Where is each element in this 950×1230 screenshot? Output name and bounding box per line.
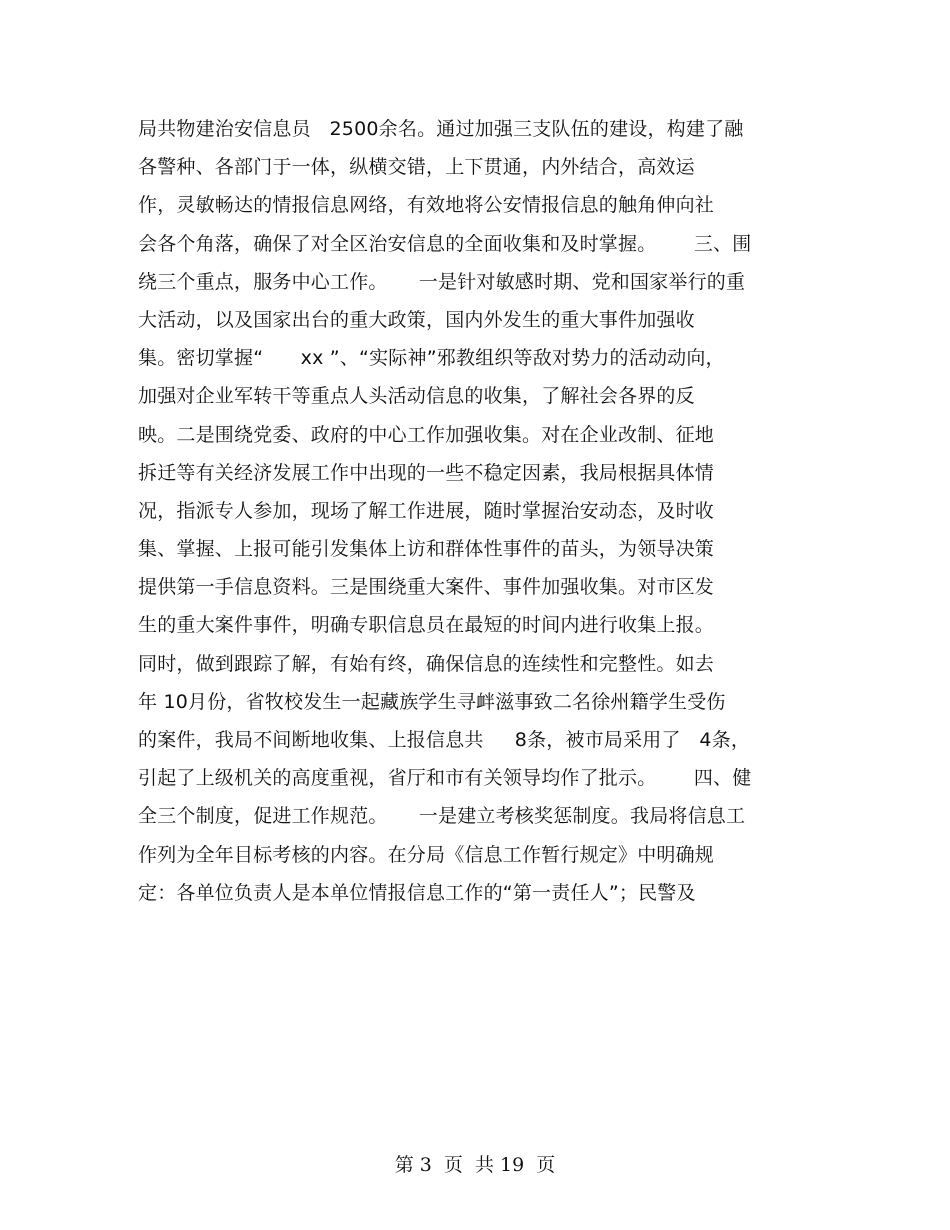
text-line: 各警种、各部门于一体，纵横交错，上下贯通，内外结合，高效运	[138, 156, 695, 179]
text-line: 加强对企业军转干等重点人头活动信息的收集，了解社会各界的反	[138, 385, 695, 408]
text-line: 全三个制度，促进工作规范。 一是建立考核奖惩制度。我局将信息工	[138, 805, 746, 828]
text-line: 局共物建治安信息员 2500余名。通过加强三支队伍的建设，构建了融	[138, 118, 744, 140]
text-line: 况，指派专人参加，现场了解工作进展，随时掌握治安动态，及时收	[138, 499, 715, 522]
text-line: 拆迁等有关经济发展工作中出现的一些不稳定因素，我局根据具体情	[138, 461, 715, 484]
body-text	[138, 114, 818, 916]
text-line: 生的重大案件事件，明确专职信息员在最短的时间内进行收集上报。	[138, 614, 715, 637]
text-line: 绕三个重点，服务中心工作。 一是针对敏感时期、党和国家举行的重	[138, 270, 746, 293]
text-line: 同时，做到跟踪了解，有始有终，确保信息的连续性和完整性。如去	[138, 652, 715, 675]
text-line: 定：各单位负责人是本单位情报信息工作的“第一责任人”；民警及	[138, 881, 696, 904]
text-line: 集、掌握、上报可能引发集体上访和群体性事件的苗头，为领导决策	[138, 538, 715, 561]
text-line: 提供第一手信息资料。三是围绕重大案件、事件加强收集。对市区发	[138, 576, 715, 599]
text-line: 引起了上级机关的高度重视，省厅和市有关领导均作了批示。 四、健	[138, 767, 752, 790]
text-line: 年 10月份，省牧校发生一起藏族学生寻衅滋事致二名徐州籍学生受伤	[138, 690, 726, 713]
text-line: 集。密切掌握“ xx ”、“实际神”邪教组织等敌对势力的活动动向，	[138, 347, 725, 370]
text-line: 会各个角落，确保了对全区治安信息的全面收集和及时掌握。 三、围	[138, 232, 752, 255]
text-line: 大活动，以及国家出台的重大政策，国内外发生的重大事件加强收	[138, 308, 695, 331]
text-line: 作列为全年目标考核的内容。在分局《信息工作暂行规定》中明确规	[138, 843, 715, 866]
text-line: 作，灵敏畅达的情报信息网络，有效地将公安情报信息的触角伸向社	[138, 194, 715, 217]
text-line: 的案件，我局不间断地收集、上报信息共 8条，被市局采用了 4条，	[138, 729, 751, 751]
page-number-footer: 第 3 页 共 19 页	[394, 1154, 556, 1176]
text-line: 映。二是围绕党委、政府的中心工作加强收集。对在企业改制、征地	[138, 423, 715, 446]
